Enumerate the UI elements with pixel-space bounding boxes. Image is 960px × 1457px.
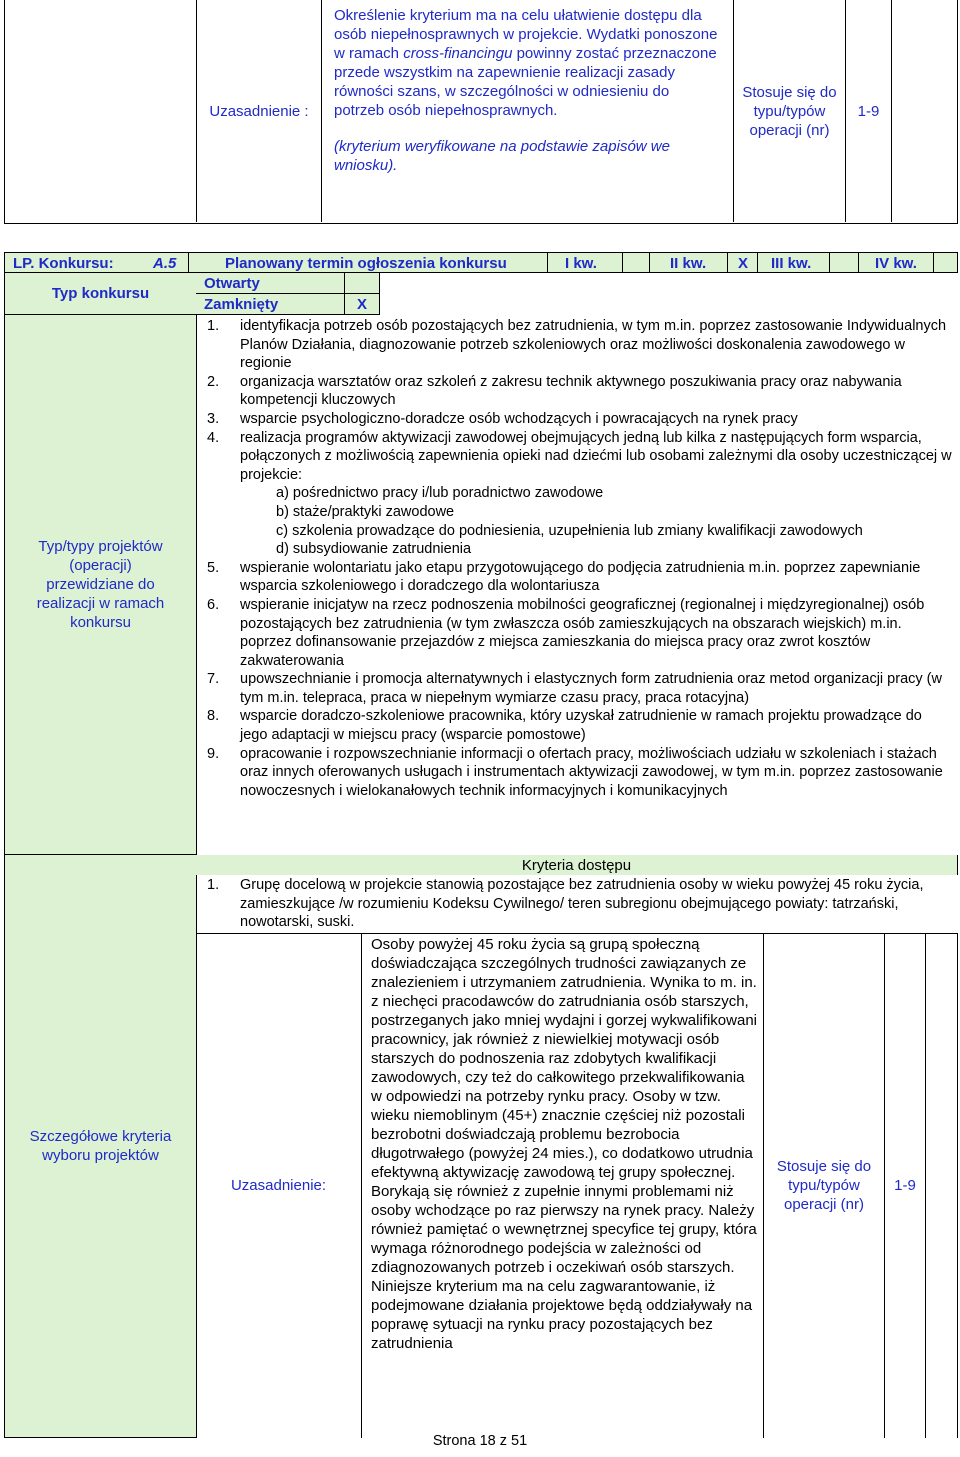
criteria-justification-text: Osoby powyżej 45 roku życia są grupą społeczną doświadczająca szczególnych trudności zawiązanych ze znalezieniem i utrzymaniem zatrudnienia. Wynika to m. in. z niechęci pracodawców do zatrudniania osób starszych, postrzeganych jako mniej wydajni i gorzej wykwalifikowani pracownicy, jak również z niewielkiej motywacji osób starszych do podnoszenia raz zdobytych kwalifikacji zawodowych, czy też do całkowitego przekwalifikowania w odpowiedzi na potrzeby rynku pracy. Osoby w tzw. wieku niemoblinym (45+) znacznie częściej niż pozostali bezrobotni doświadczają problemu bezrobocia długotrwałego (powyżej 24 mies.), co dodatkowo utrudnia efektywną aktywizację zawodową tej grupy społecznej. Borykają się również z zupełnie innymi problemami niż osoby wchodzące po raz pierwszy na rynek pracy. Należy również pamiętać o wewnętrznej specyfice tej grupy, która wymaga różnorodnego podejścia w zależności od zdiagnozowanych potrzeb i oczekiwań osób starszych. Niniejsze kryterium ma na celu zagwarantowanie, iż podejmowane działania projektowe będą oddziaływały na poprawę sytuacji na rynku pracy pozostających bez zatrudnienia [371,936,758,1352]
project-type-text: wspieranie wolontariatu jako etapu przygotowującego do podjęcia zatrudnienia m.in. poprzez zapewnianie wsparcia szkoleniowego i doradczego dla wolontariusza [240,559,921,595]
project-type-item [204,373,952,410]
project-type-number: 8. [207,708,220,725]
top-verification-note: (kryterium weryfikowane na podstawie zapisów we wniosku). [334,138,670,174]
project-type-text: wsparcie psychologiczno-doradcze osób wchodzących i powracających na rynek pracy [240,410,798,427]
quarter-3-label: III kw. [771,255,812,272]
criteria-item-1 [204,876,952,932]
top-uzasadnienie-label: Uzasadnienie : [197,0,322,222]
contest-lp-value: A.5 [153,255,177,272]
top-justification-cell [322,0,734,222]
contest-type-label: Typ konkursu [4,273,197,315]
project-type-item [204,707,952,744]
quarter-1-label: I kw. [565,255,597,272]
criteria-label: Szczegółowe kryteria wyboru projektów [4,855,197,1438]
contest-type-closed-label: Zamknięty [204,296,279,313]
project-type-text: realizacja programów aktywizacji zawodowej obejmujących jedną lub kilka z następujących form wsparcia, połączonych z możliwością zapewnienia opieki nad dziećmi lub osobami zależnymi dla osoby uczestniczącej w projekcie: [240,429,952,483]
project-type-number: 4. [207,429,220,446]
project-type-text: organizacja warsztatów oraz szkoleń z zakresu technik aktywnego poszukiwania pracy oraz nabywania kompetencji kluczowych [240,373,902,409]
top-applies-label: Stosuje się do typu/typów operacji (nr) [734,0,846,222]
criteria-header: Kryteria dostępu [196,855,958,875]
top-applies-value: 1-9 [846,0,892,222]
project-type-item [204,429,952,559]
top-criterion-block [4,0,958,224]
quarter-4-label: IV kw. [875,255,917,272]
project-type-number: 5. [207,559,220,576]
criteria-item-number: 1. [207,877,220,893]
project-type-item [204,317,952,373]
criteria-applies-value: 1-9 [894,1177,916,1194]
project-type-item [204,670,952,707]
contest-type-open-label: Otwarty [204,275,260,292]
top-justification-text: Określenie kryterium ma na celu ułatwienie dostępu dla osób niepełnosprawnych w projekcie. Wydatki ponoszone w ramach cross-financingu powinny zostać przeznaczone przede wszystkim na zapewnienie realizacji zasady równości szans, w szczególności w odniesieniu do potrzeb osób niepełnosprawnych. [334,7,718,119]
criteria-applies-label: Stosuje się do typu/typów operacji (nr) [776,1158,872,1213]
project-type-subitem: a) pośrednictwo pracy i/lub poradnictwo zawodowe [276,485,604,502]
project-type-number: 3. [207,410,220,427]
quarter-2-mark: X [737,255,748,272]
page-number: Strona 18 z 51 [432,1433,528,1449]
quarter-2-label: II kw. [670,255,707,272]
project-type-number: 2. [207,373,220,390]
project-type-number: 6. [207,596,220,613]
project-type-number: 9. [207,745,220,762]
contest-type-closed-mark: X [356,296,367,313]
criteria-justification-table [196,933,958,1438]
project-type-subitem: c) szkolenia prowadzące do podniesienia, uzupełnienia lub zmiany kwalifikacji zawodowych [276,522,863,539]
project-type-text: upowszechnianie i promocja alternatywnych i elastycznych form zatrudnienia oraz metod organizacji pracy (w tym m.in. telepraca, praca w niepełnym wymiarze czasu pracy, praca rotacyjna) [240,671,942,706]
project-type-item [204,559,952,596]
top-left-empty-cell [5,0,197,222]
project-type-subitem: b) staże/praktyki zawodowe [276,503,455,520]
project-types-list [204,317,952,800]
contest-lp-label: LP. Konkursu: [13,255,114,272]
criteria-uzasadnienie-label: Uzasadnienie: [230,1177,327,1194]
project-type-item [204,596,952,670]
project-type-text: wsparcie doradczo-szkoleniowe pracownika, który uzyskał zatrudnienie w ramach projektu prowadzące do jego adaptacji w miejscu pracy (wsparcie pomostowe) [240,708,922,744]
project-type-text: opracowanie i rozpowszechnianie informacji o ofertach pracy, możliwościach udziału w szkoleniach i stażach oraz innych oferowanych usługach i instrumentach aktywizacji zawodowej, w tym m.in. poprzez zastosowanie nowoczesnych i wielokanałowych technik informacyjnych i komunikacyjnych [240,745,943,799]
contest-term-label: Planowany termin ogłoszenia konkursu [225,255,507,272]
project-type-number: 7. [207,671,220,688]
project-type-text: wspieranie inicjatyw na rzecz podnoszenia mobilności geograficznej (regionalnej i międzyregionalnej) osób pozostających bez zatrudnienia (w tym zwłaszcza osób zamieszkujących na obszarach wiejskich) m.in. poprzez dofinansowanie przejazdów z miejsca zamieszkania do miejsca pracy oraz zwrot kosztów zakwaterowania [240,596,925,669]
project-type-item [204,410,952,429]
project-type-number: 1. [207,318,220,334]
project-types-label: Typ/typy projektów (operacji) przewidziane do realizacji w ramach konkursu [4,315,197,855]
criteria-item-text: Grupę docelową w projekcie stanowią pozostające bez zatrudnienia osoby w wieku powyżej 45 roku życia, zamieszkujące /w rozumieniu Kodeksu Cywilnego/ teren subregionu obejmującego powiaty: tatrzański, nowotarski, suski. [240,877,924,931]
project-type-subitem: d) subsydiowanie zatrudnienia [276,541,472,558]
project-type-text: identyfikacja potrzeb osób pozostających bez zatrudnienia, w tym m.in. poprzez zastosowanie Indywidualnych Planów Działania, diagnozowanie potrzeb szkoleniowych oraz możliwości doskonalenia zawodowego w regionie [240,318,947,372]
project-type-item [204,745,952,801]
contest-type-options [196,273,380,315]
contest-number-row [4,252,958,273]
